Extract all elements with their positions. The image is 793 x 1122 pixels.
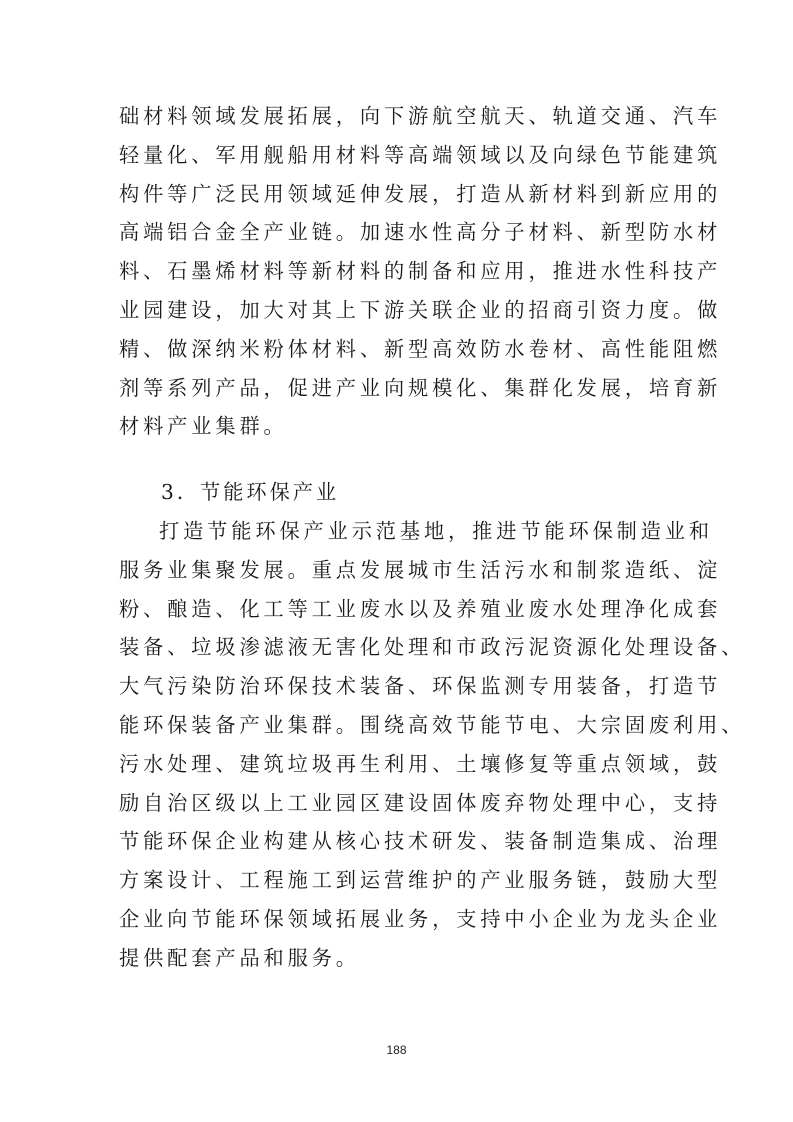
text-line: 轻量化、军用舰船用材料等高端领域以及向绿色节能建筑: [119, 142, 722, 167]
text-line: 高端铝合金全产业链。加速水性高分子材料、新型防水材: [119, 220, 722, 245]
text-line: 装备、垃圾渗滤液无害化处理和市政污泥资源化处理设备、: [119, 635, 746, 660]
paragraph-section: [119, 512, 746, 978]
text-line: 企业向节能环保领域拓展业务，支持中小企业为龙头企业: [119, 906, 722, 931]
text-line: 构件等广泛民用领域延伸发展，打造从新材料到新应用的: [119, 181, 722, 206]
text-line: 材料产业集群。: [119, 414, 288, 439]
text-line: 服务业集聚发展。重点发展城市生活污水和制浆造纸、淀: [119, 557, 722, 582]
text-line: 大气污染防治环保技术装备、环保监测专用装备，打造节: [119, 674, 722, 699]
text-line: 粉、酿造、化工等工业废水以及养殖业废水处理净化成套: [119, 596, 722, 621]
text-line: 节能环保企业构建从核心技术研发、装备制造集成、治理: [119, 829, 722, 854]
text-line: 打造节能环保产业示范基地，推进节能环保制造业和: [159, 519, 714, 543]
text-line: 励自治区级以上工业园区建设固体废弃物处理中心，支持: [119, 790, 722, 815]
section-heading: 3．节能环保产业: [161, 480, 340, 504]
text-line: 剂等系列产品，促进产业向规模化、集群化发展，培育新: [119, 375, 722, 400]
text-line: 础材料领域发展拓展，向下游航空航天、轨道交通、汽车: [119, 104, 722, 128]
page-number: 188: [386, 1043, 407, 1057]
text-line: 提供配套产品和服务。: [119, 945, 360, 970]
text-line: 精、做深纳米粉体材料、新型高效防水卷材、高性能阻燃: [119, 336, 722, 361]
text-line: 能环保装备产业集群。围绕高效节能节电、大宗固废利用、: [119, 712, 746, 737]
text-line: 业园建设，加大对其上下游关联企业的招商引资力度。做: [119, 297, 722, 322]
text-line: 污水处理、建筑垃圾再生利用、土壤修复等重点领域，鼓: [119, 751, 722, 776]
text-line: 方案设计、工程施工到运营维护的产业服务链，鼓励大型: [119, 868, 722, 893]
text-line: 料、石墨烯材料等新材料的制备和应用，推进水性科技产: [119, 259, 722, 284]
paragraph-continued: [119, 97, 722, 446]
